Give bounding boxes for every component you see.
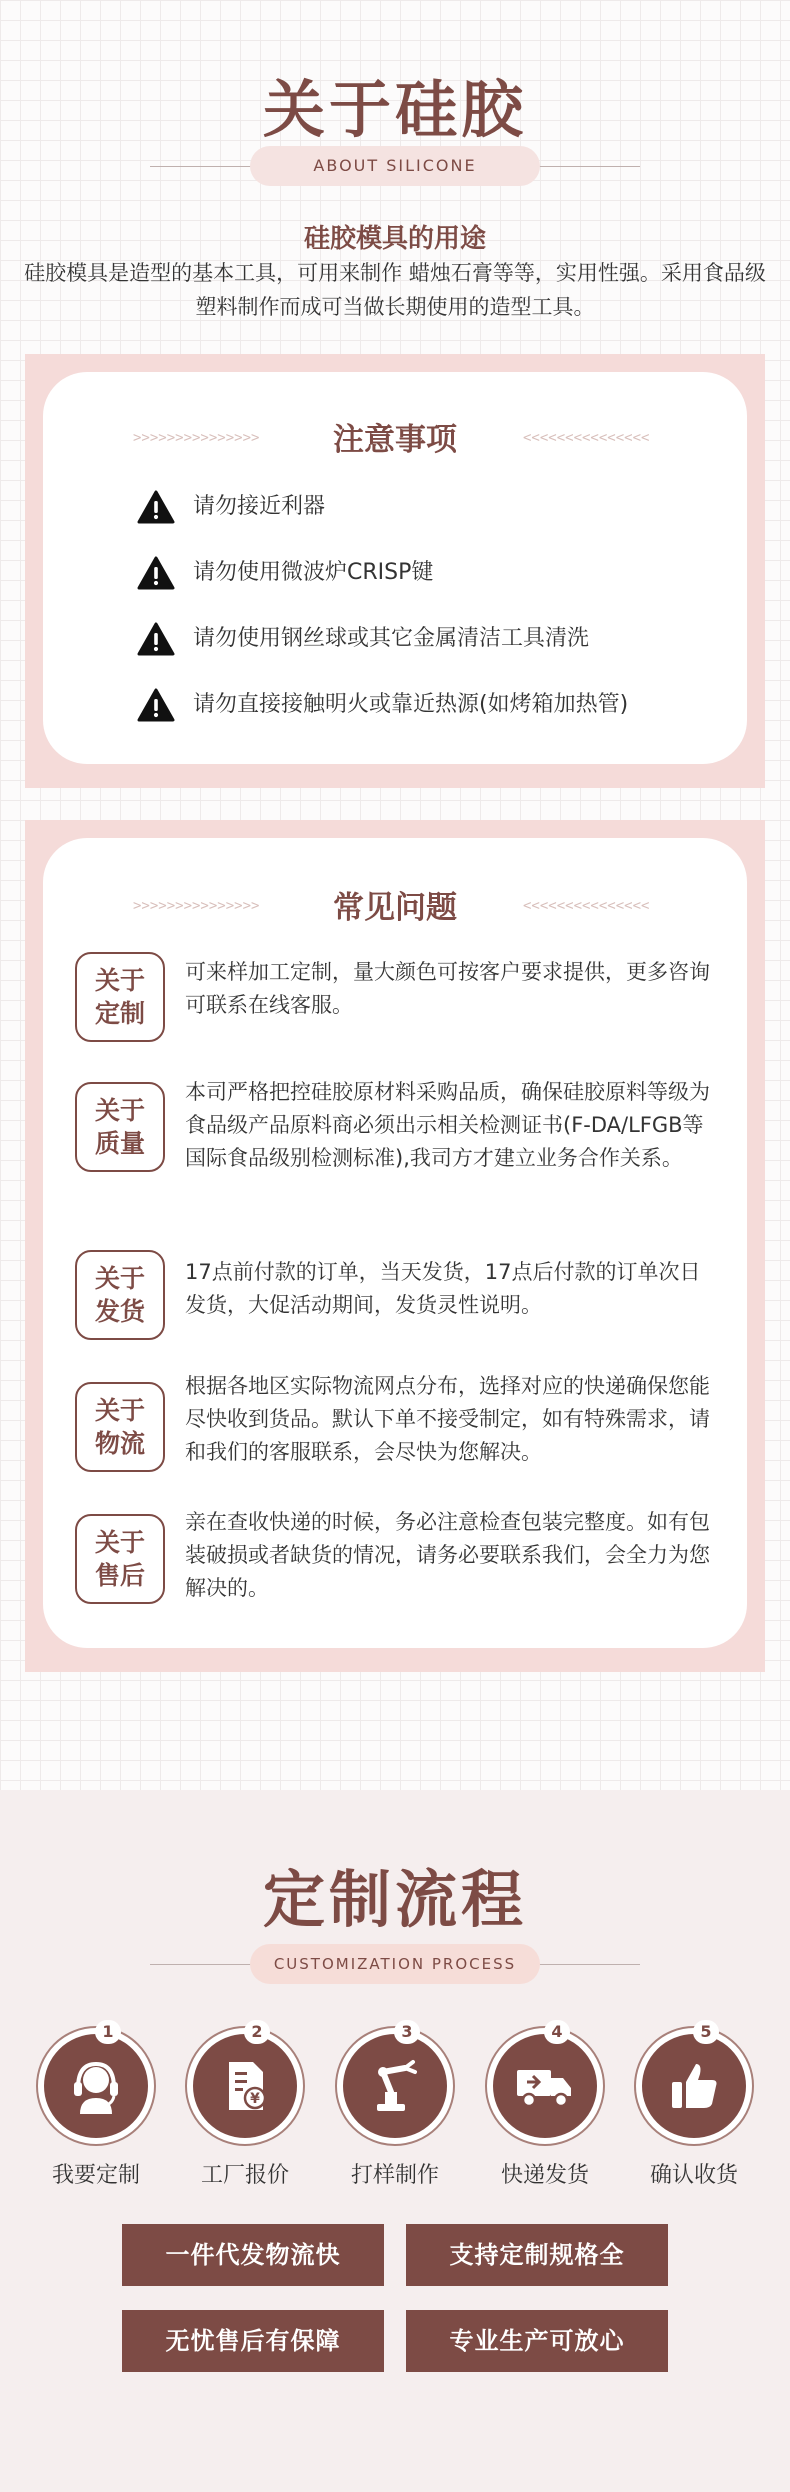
svg-text:¥: ¥ xyxy=(250,2091,260,2107)
faq-deco-left: >>>>>>>>>>>>>>> xyxy=(133,898,260,914)
step-label: 我要定制 xyxy=(51,2163,140,2188)
step-number: 2 xyxy=(244,2020,270,2044)
process-step xyxy=(26,2022,166,2196)
step-number: 4 xyxy=(544,2020,570,2044)
delivery-truck-icon xyxy=(513,2056,577,2116)
step-disk xyxy=(493,2034,597,2138)
faq-deco-right: <<<<<<<<<<<<<<< xyxy=(523,898,650,914)
intro-text: 硅胶模具是造型的基本工具，可用来制作 蜡烛石膏等等，实用性强。采用食品级塑料制作而成可当做长期使用的造型工具。 xyxy=(24,261,766,319)
notice-item-text: 请勿接近利器 xyxy=(193,494,326,519)
warning-icon xyxy=(137,490,175,524)
step-disk xyxy=(44,2034,148,2138)
warning-icon xyxy=(137,688,175,722)
process-subtitle-pill: CUSTOMIZATION PROCESS xyxy=(250,1944,540,1984)
faq-badge xyxy=(75,1514,165,1604)
faq-answer: 亲在查收快递的时候，务必注意检查包装完整度。如有包装破损或者缺货的情况，请务必要联系我们，会全力为您解决的。 xyxy=(185,1510,710,1600)
faq-badge xyxy=(75,1250,165,1340)
step-circle xyxy=(485,2022,605,2146)
process-step xyxy=(175,2022,315,2196)
step-label: 工厂报价 xyxy=(200,2163,289,2188)
about-subtitle-pill: ABOUT SILICONE xyxy=(250,146,540,186)
step-number: 1 xyxy=(95,2020,121,2044)
faq-answer: 可来样加工定制，量大颜色可按客户要求提供，更多咨询可联系在线客服。 xyxy=(185,960,710,1017)
faq-badge-label: 关于物流 xyxy=(94,1396,145,1458)
faq-title: 常见问题 xyxy=(333,890,457,926)
faq-badge-label: 关于质量 xyxy=(94,1096,145,1158)
faq-card xyxy=(43,838,747,1648)
faq-answer: 本司严格把控硅胶原材料采购品质，确保硅胶原料等级为食品级产品原料商必须出示相关检测证书(F-DA/LFGB等国际食品级别检测标准),我司方才建立业务合作关系。 xyxy=(185,1080,710,1170)
step-disk xyxy=(193,2034,297,2138)
notice-card xyxy=(43,372,747,764)
step-number: 5 xyxy=(693,2020,719,2044)
about-title: 关于硅胶 xyxy=(262,73,527,146)
step-circle xyxy=(335,2022,455,2146)
faq-badge-label: 关于售后 xyxy=(94,1528,145,1590)
faq-badge-label: 关于定制 xyxy=(94,966,145,1028)
notice-item-text: 请勿使用钢丝球或其它金属清洁工具清洗 xyxy=(193,626,590,651)
step-label: 打样制作 xyxy=(350,2163,439,2188)
step-disk xyxy=(642,2034,746,2138)
quote-document-icon xyxy=(215,2056,275,2116)
notice-item-text: 请勿直接接触明火或靠近热源(如烤箱加热管) xyxy=(193,692,629,717)
notice-item-text: 请勿使用微波炉CRISP键 xyxy=(193,560,434,585)
feature-badge: 一件代发物流快 xyxy=(122,2224,384,2286)
notice-panel xyxy=(25,354,765,788)
faq-panel xyxy=(25,820,765,1672)
step-label: 快递发货 xyxy=(500,2163,589,2188)
process-title: 定制流程 xyxy=(262,1863,527,1936)
step-label: 确认收货 xyxy=(649,2163,738,2188)
process-step xyxy=(624,2022,764,2196)
faq-answer: 根据各地区实际物流网点分布，选择对应的快递确保您能尽快收到货品。默认下单不接受制定，如有特殊需求，请和我们的客服联系，会尽快为您解决。 xyxy=(185,1374,710,1464)
feature-badge: 专业生产可放心 xyxy=(406,2310,668,2372)
step-circle xyxy=(185,2022,305,2146)
process-step xyxy=(325,2022,465,2196)
faq-badge-label: 关于发货 xyxy=(94,1264,145,1326)
warning-icon xyxy=(137,556,175,590)
feature-badge: 无忧售后有保障 xyxy=(122,2310,384,2372)
thumbs-up-icon xyxy=(664,2056,724,2116)
faq-badge xyxy=(75,952,165,1042)
notice-title: 注意事项 xyxy=(333,422,457,458)
notice-deco-right: <<<<<<<<<<<<<<< xyxy=(523,430,650,446)
process-step xyxy=(475,2022,615,2196)
notice-deco-left: >>>>>>>>>>>>>>> xyxy=(133,430,260,446)
step-circle xyxy=(634,2022,754,2146)
headset-icon xyxy=(66,2056,126,2116)
intro-heading: 硅胶模具的用途 xyxy=(303,224,486,254)
warning-icon xyxy=(137,622,175,656)
feature-badge: 支持定制规格全 xyxy=(406,2224,668,2286)
faq-answer: 17点前付款的订单，当天发货，17点后付款的订单次日发货，大促活动期间，发货灵性说明。 xyxy=(185,1260,701,1317)
step-number: 3 xyxy=(394,2020,420,2044)
step-circle xyxy=(36,2022,156,2146)
step-disk xyxy=(343,2034,447,2138)
process-section xyxy=(0,1790,790,2492)
faq-badge xyxy=(75,1382,165,1472)
robot-arm-icon xyxy=(365,2056,425,2116)
faq-badge xyxy=(75,1082,165,1172)
